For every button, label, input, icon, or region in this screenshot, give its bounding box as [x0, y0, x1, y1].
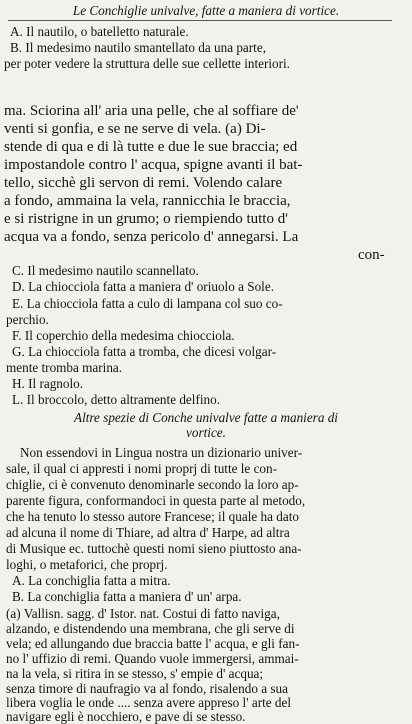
legend-line: D. La chiocciola fatta a maniera d' oriuolo a Sole. — [12, 279, 274, 294]
body-line: parente figura, conformandoci in questa parte al metodo, — [6, 493, 306, 508]
body-line: sale, il qual ci appresti i nomi proprj di tutte le con- — [6, 461, 278, 476]
main-line: ma. Sciorina all' aria una pelle, che al soffiare de' — [4, 103, 299, 119]
body-line: che ha tenuto lo stesso autore Francese; il quale ha dato — [6, 509, 299, 524]
legend-line: B. Il medesimo nautilo smantellato da una parte, — [10, 40, 266, 55]
body-line: chiglie, ci è convenuto denominarle secondo la loro ap- — [6, 477, 299, 492]
body-line: di Musique ec. tuttochè questi nomi sieno piuttosto ana- — [6, 541, 302, 556]
main-line: e si ristrigne in un grumo; o riempiendo tutto d' — [4, 211, 288, 227]
body-line: Non essendovi in Lingua nostra un dizionario univer- — [20, 445, 303, 460]
legend-line: L. Il broccolo, detto altramente delfino. — [12, 392, 220, 407]
main-line: stende di qua e di là tutte e due le sue braccia; ed — [4, 139, 298, 155]
footnote-line: no l' uffizio di remi. Quando vuole immergersi, ammai- — [6, 651, 299, 666]
main-line: tello, sicchè gli servon di remi. Volendo calare — [4, 175, 283, 191]
footnote-line: (a) Vallisn. sagg. d' Istor. nat. Costui di fatto naviga, — [6, 606, 280, 621]
body-line: ad alcuna il nome di Thiare, ad altra d' Harpe, ad altra — [6, 525, 290, 540]
legend-line: H. Il ragnolo. — [12, 376, 84, 391]
footnote-line: na la vela, si ritira in se stesso, s' empie d' acqua; — [6, 666, 264, 681]
footnote-line: senza timore di naufragio va al fondo, risalendo a sua — [6, 681, 288, 696]
footnote-line: alzando, e distendendo una membrana, che gli serve di — [6, 621, 295, 636]
legend-line: G. La chiocciola fatta a tromba, che dicesi volgar- — [12, 344, 277, 359]
legend-line: F. Il coperchio della medesima chiocciola. — [12, 328, 235, 343]
legend-line: per poter vedere la struttura delle sue cellette interiori. — [4, 56, 290, 71]
legend-line: E. La chiocciola fatta a culo di lampana col suo co- — [12, 296, 283, 311]
legend-line: B. La conchiglia fatta a maniera d' un' arpa. — [12, 589, 242, 604]
legend-line: A. La conchiglia fatta a mitra. — [12, 573, 171, 588]
legend-line: perchio. — [6, 312, 49, 327]
section-title: Altre spezie di Conche univalve fatte a maniera di — [74, 410, 338, 425]
footnote-line: navigare egli è nocchiero, e pave di se stesso. — [6, 709, 246, 724]
main-line: venti si gonfia, e se ne serve di vela. (a) Di- — [4, 121, 266, 137]
footnote-line: libera voglia le onde .... senza avere appreso l' arte del — [6, 695, 292, 710]
catchword: con- — [358, 247, 385, 263]
main-line: acqua va a fondo, senza pericolo d' annegarsi. La — [4, 229, 299, 245]
legend-line: mente tromba marina. — [6, 360, 123, 375]
section-title: vortice. — [186, 425, 226, 440]
page-header: Le Conchiglie univalve, fatte a maniera di vortice. — [72, 3, 340, 18]
footnote-line: vela; ed allungando due braccia batte l' acqua, e gli fan- — [6, 636, 300, 651]
body-line: loghi, o metaforici, che proprj. — [6, 557, 168, 572]
header-rule — [8, 20, 392, 21]
legend-line: A. Il nautilo, o batelletto naturale. — [10, 24, 189, 39]
legend-line: C. Il medesimo nautilo scannellato. — [12, 263, 199, 278]
main-line: a fondo, ammaina la vela, rannicchia le braccia, — [4, 193, 291, 209]
main-line: impostandole contro l' acqua, spigne avanti il bat- — [4, 157, 303, 173]
